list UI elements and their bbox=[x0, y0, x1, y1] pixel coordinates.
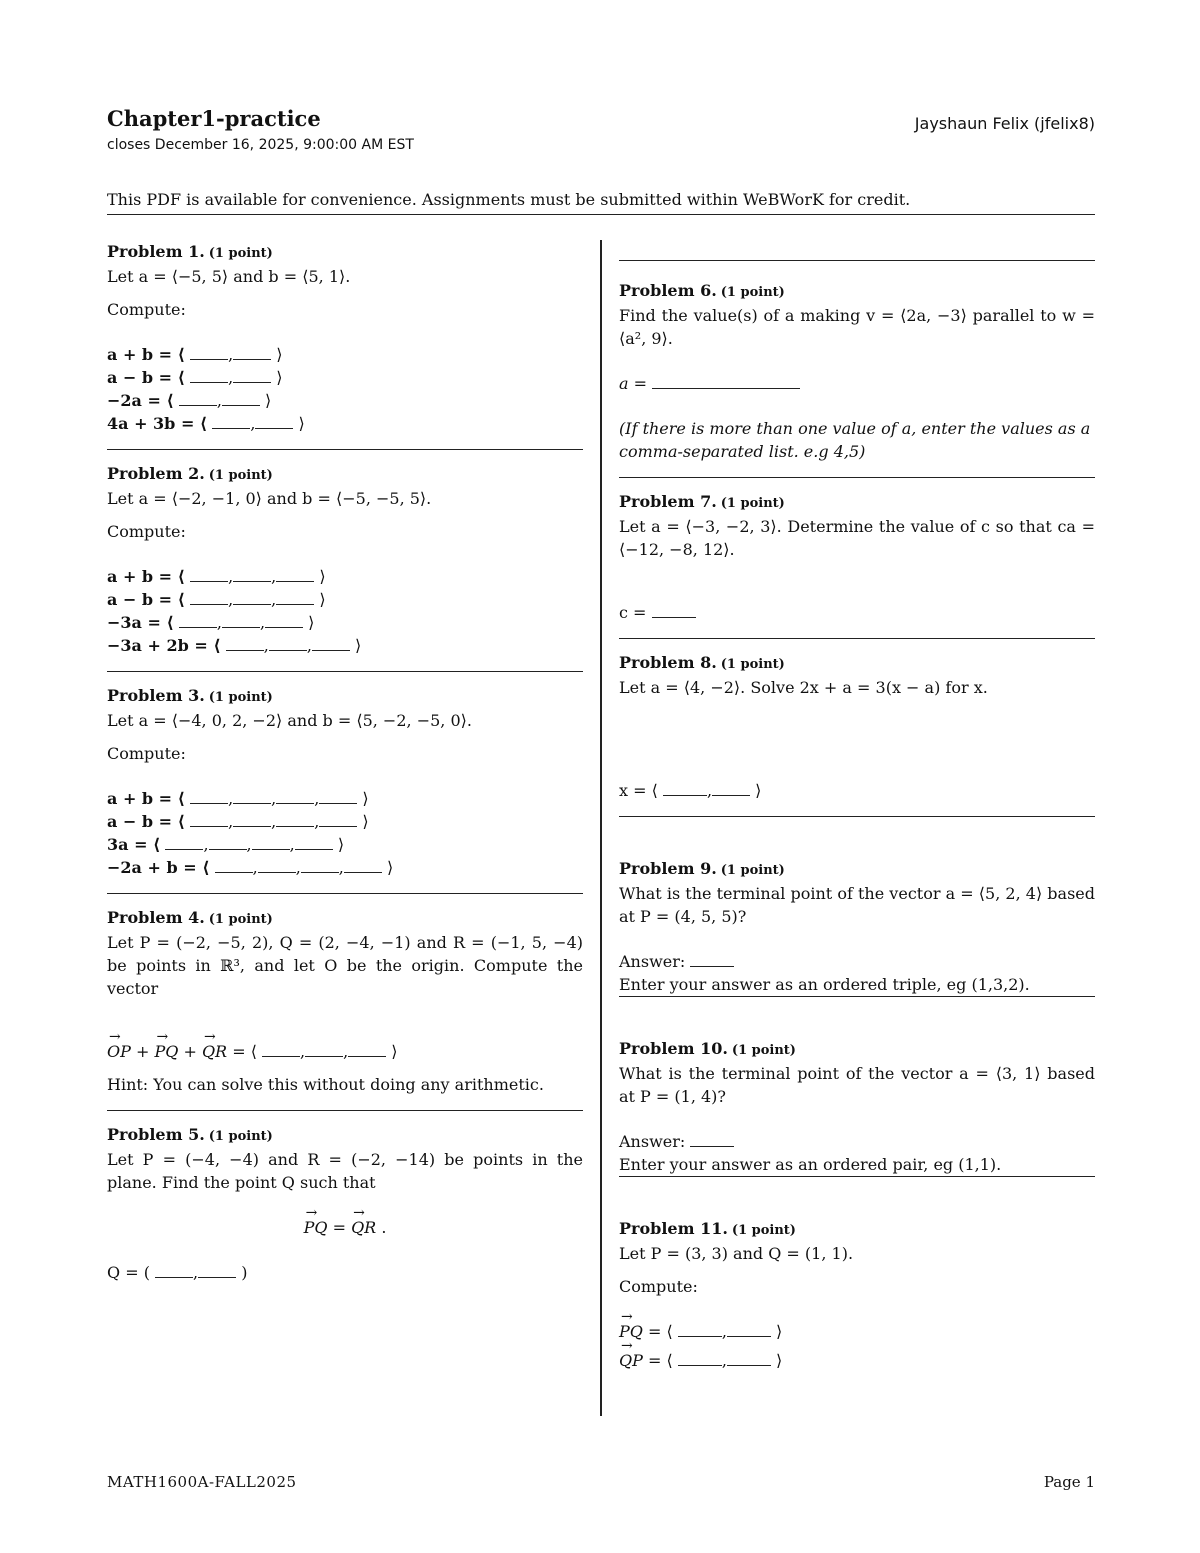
right-column bbox=[619, 240, 1095, 1386]
answer-blank[interactable] bbox=[295, 835, 333, 850]
problem-8 bbox=[619, 639, 1095, 817]
answer-blank[interactable] bbox=[305, 1042, 343, 1057]
problem-title: Problem 5. (1 point) bbox=[107, 1125, 273, 1144]
answer-blank[interactable] bbox=[222, 391, 260, 406]
answer-blank[interactable] bbox=[727, 1351, 771, 1366]
problem-given: Let a = ⟨−4, 0, 2, −2⟩ and b = ⟨5, −2, −5, 0⟩. bbox=[107, 711, 472, 730]
answer-row: a − b = ⟨ , , , ⟩ bbox=[107, 812, 369, 831]
problem-7 bbox=[619, 478, 1095, 639]
instruction-note: Enter your answer as an ordered triple, eg (1,3,2). bbox=[619, 975, 1030, 994]
answer-blank[interactable] bbox=[348, 1042, 386, 1057]
problem-title: Problem 8. (1 point) bbox=[619, 653, 785, 672]
answer-row: Answer: bbox=[619, 1130, 1095, 1153]
answer-blank[interactable] bbox=[255, 414, 293, 429]
problem-given: Let a = ⟨−2, −1, 0⟩ and b = ⟨−5, −5, 5⟩. bbox=[107, 489, 432, 508]
answer-blank[interactable] bbox=[276, 812, 314, 827]
problem-9 bbox=[619, 817, 1095, 997]
answer-blank[interactable] bbox=[190, 789, 228, 804]
answer-blank[interactable] bbox=[165, 835, 203, 850]
problem-given: Let P = (−2, −5, 2), Q = (2, −4, −1) and R = (−1, 5, −4) be points in ℝ³, and let O be the origin. Compute the vector bbox=[107, 933, 583, 998]
answer-blank[interactable] bbox=[198, 1263, 236, 1278]
answer-blank[interactable] bbox=[727, 1322, 771, 1337]
answer-blank[interactable] bbox=[215, 858, 253, 873]
answer-blank[interactable] bbox=[233, 567, 271, 582]
answer-blank[interactable] bbox=[652, 374, 800, 389]
instruction-note: (If there is more than one value of a, enter the values as a comma-separated list. e.g 4,5) bbox=[619, 419, 1091, 461]
answer-blank[interactable] bbox=[276, 567, 314, 582]
problem-title: Problem 10. (1 point) bbox=[619, 1039, 796, 1058]
problem-3 bbox=[107, 672, 583, 894]
problem-title: Problem 4. (1 point) bbox=[107, 908, 273, 927]
assignment-title: Chapter1-practice bbox=[107, 106, 321, 131]
answer-blank[interactable] bbox=[265, 613, 303, 628]
problem-10 bbox=[619, 997, 1095, 1177]
answer-row: a − b = ⟨ , , ⟩ bbox=[107, 590, 326, 609]
answer-row: −2a + b = ⟨ , , , ⟩ bbox=[107, 858, 394, 877]
answer-blank[interactable] bbox=[312, 636, 350, 651]
problem-6 bbox=[619, 279, 1095, 478]
answer-blank[interactable] bbox=[276, 590, 314, 605]
left-column bbox=[107, 240, 583, 1298]
answer-row: a + b = ⟨ , , ⟩ bbox=[107, 567, 326, 586]
column-divider bbox=[600, 240, 602, 1416]
answer-row: x = ⟨ , ⟩ bbox=[619, 781, 762, 800]
problem-5 bbox=[107, 1111, 583, 1298]
answer-blank[interactable] bbox=[652, 603, 696, 618]
answer-blank[interactable] bbox=[212, 414, 250, 429]
answer-blank[interactable] bbox=[712, 781, 750, 796]
problem-1 bbox=[107, 240, 583, 450]
answer-row: 4a + 3b = ⟨ , ⟩ bbox=[107, 414, 305, 433]
answer-blank[interactable] bbox=[344, 858, 382, 873]
problem-given: Let a = ⟨−5, 5⟩ and b = ⟨5, 1⟩. bbox=[107, 267, 351, 286]
answer-blank[interactable] bbox=[258, 858, 296, 873]
answer-blank[interactable] bbox=[690, 1132, 734, 1147]
problem-given: What is the terminal point of the vector a = ⟨3, 1⟩ based at P = (1, 4)? bbox=[619, 1064, 1095, 1106]
answer-blank[interactable] bbox=[190, 567, 228, 582]
answer-blank[interactable] bbox=[319, 789, 357, 804]
answer-blank[interactable] bbox=[222, 613, 260, 628]
problem-given: Let a = ⟨−3, −2, 3⟩. Determine the value of c so that ca = ⟨−12, −8, 12⟩. bbox=[619, 517, 1095, 559]
answer-blank[interactable] bbox=[663, 781, 707, 796]
answer-row: a − b = ⟨ , ⟩ bbox=[107, 368, 283, 387]
compute-label: Compute: bbox=[107, 300, 186, 319]
answer-blank[interactable] bbox=[678, 1322, 722, 1337]
problem-given: What is the terminal point of the vector a = ⟨5, 2, 4⟩ based at P = (4, 5, 5)? bbox=[619, 884, 1095, 926]
answer-row: −3a + 2b = ⟨ , , ⟩ bbox=[107, 636, 362, 655]
problem-title: Problem 7. (1 point) bbox=[619, 492, 785, 511]
course-code: MATH1600A-FALL2025 bbox=[107, 1473, 297, 1491]
problem-title: Problem 9. (1 point) bbox=[619, 859, 785, 878]
answer-row: Q = ( , ) bbox=[107, 1263, 248, 1282]
answer-blank[interactable] bbox=[233, 789, 271, 804]
problem-given: Let P = (−4, −4) and R = (−2, −14) be points in the plane. Find the point Q such that bbox=[107, 1150, 583, 1192]
answer-blank[interactable] bbox=[690, 952, 734, 967]
answer-blank[interactable] bbox=[233, 812, 271, 827]
answer-row: → QP = ⟨ , ⟩ bbox=[619, 1349, 1095, 1372]
problem-2 bbox=[107, 450, 583, 672]
answer-blank[interactable] bbox=[155, 1263, 193, 1278]
answer-blank[interactable] bbox=[190, 345, 228, 360]
problem-title: Problem 11. (1 point) bbox=[619, 1219, 796, 1238]
compute-label: Compute: bbox=[107, 744, 186, 763]
problem-title: Problem 2. (1 point) bbox=[107, 464, 273, 483]
answer-blank[interactable] bbox=[276, 789, 314, 804]
problem-11 bbox=[619, 1177, 1095, 1386]
compute-label: Compute: bbox=[619, 1277, 698, 1296]
answer-row: a = bbox=[619, 372, 1095, 395]
answer-blank[interactable] bbox=[301, 858, 339, 873]
problem-given: Let a = ⟨4, −2⟩. Solve 2x + a = 3(x − a) for x. bbox=[619, 678, 988, 697]
problem-title: Problem 6. (1 point) bbox=[619, 281, 785, 300]
answer-row: −3a = ⟨ , , ⟩ bbox=[107, 613, 315, 632]
answer-blank[interactable] bbox=[190, 590, 228, 605]
answer-blank[interactable] bbox=[190, 368, 228, 383]
answer-blank[interactable] bbox=[233, 345, 271, 360]
answer-row: Answer: bbox=[619, 950, 1095, 973]
answer-blank[interactable] bbox=[262, 1042, 300, 1057]
problem-title: Problem 1. (1 point) bbox=[107, 242, 273, 261]
answer-blank[interactable] bbox=[190, 812, 228, 827]
page-number: Page 1 bbox=[1043, 1473, 1095, 1491]
notice-text: This PDF is available for convenience. Assignments must be submitted within WeBWorK for credit. bbox=[107, 190, 1095, 215]
answer-blank[interactable] bbox=[233, 590, 271, 605]
answer-blank[interactable] bbox=[209, 835, 247, 850]
due-date: closes December 16, 2025, 9:00:00 AM EST bbox=[107, 137, 414, 153]
problem-4 bbox=[107, 894, 583, 1111]
answer-blank[interactable] bbox=[226, 636, 264, 651]
problem-title: Problem 3. (1 point) bbox=[107, 686, 273, 705]
answer-blank[interactable] bbox=[319, 812, 357, 827]
student-name: Jayshaun Felix (jfelix8) bbox=[914, 114, 1095, 133]
answer-row: → PQ = ⟨ , ⟩ bbox=[619, 1320, 1095, 1343]
compute-label: Compute: bbox=[107, 522, 186, 541]
problem-given: Let P = (3, 3) and Q = (1, 1). bbox=[619, 1244, 854, 1263]
answer-row: −2a = ⟨ , ⟩ bbox=[107, 391, 272, 410]
answer-row: a + b = ⟨ , ⟩ bbox=[107, 345, 283, 364]
answer-blank[interactable] bbox=[233, 368, 271, 383]
equation: → PQ = → QR . bbox=[107, 1216, 583, 1239]
answer-blank[interactable] bbox=[269, 636, 307, 651]
answer-row: 3a = ⟨ , , , ⟩ bbox=[107, 835, 345, 854]
answer-blank[interactable] bbox=[678, 1351, 722, 1366]
vector-sum-row: → OP + → PQ + → QR = ⟨ , , ⟩ bbox=[107, 1040, 583, 1063]
hint-text: Hint: You can solve this without doing any arithmetic. bbox=[107, 1075, 544, 1094]
answer-row: a + b = ⟨ , , , ⟩ bbox=[107, 789, 369, 808]
instruction-note: Enter your answer as an ordered pair, eg (1,1). bbox=[619, 1155, 1002, 1174]
answer-row: c = bbox=[619, 601, 1095, 624]
answer-blank[interactable] bbox=[179, 613, 217, 628]
answer-blank[interactable] bbox=[179, 391, 217, 406]
answer-blank[interactable] bbox=[252, 835, 290, 850]
problem-given: Find the value(s) of a making v = ⟨2a, −3⟩ parallel to w = ⟨a², 9⟩. bbox=[619, 306, 1095, 348]
